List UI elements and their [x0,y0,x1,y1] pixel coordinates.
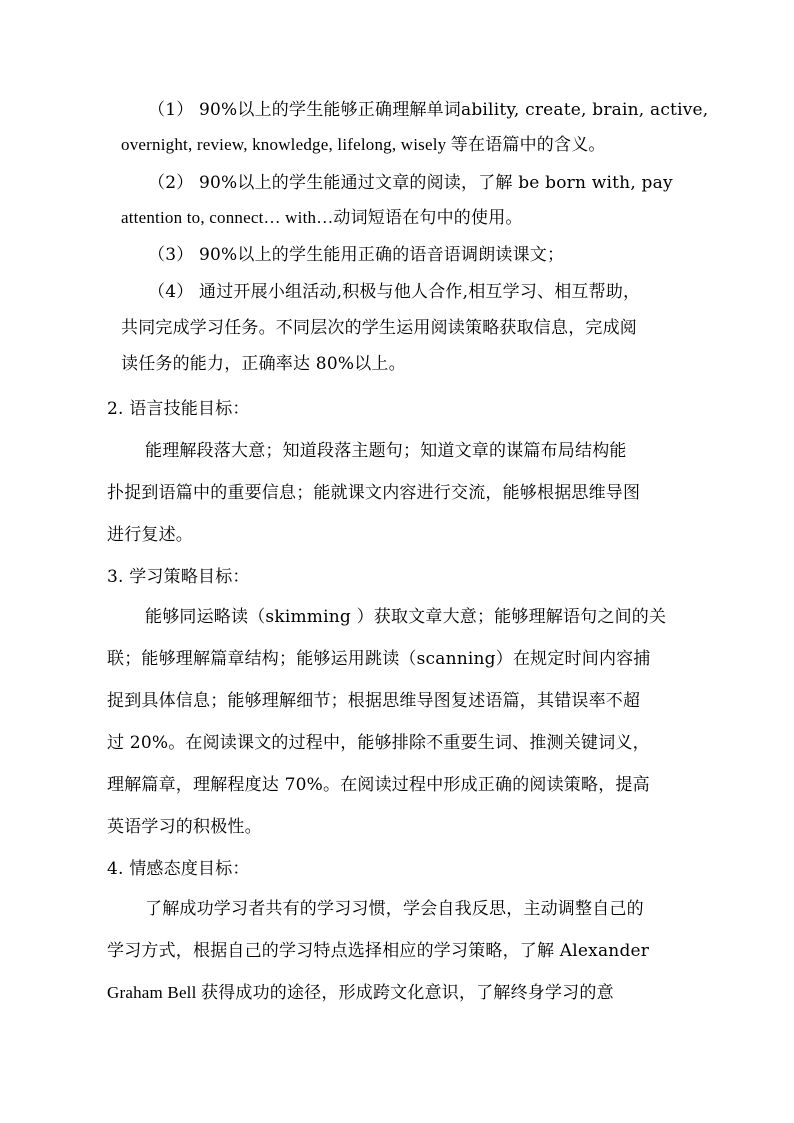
learning-strategies-line-3: 捉到具体信息；能够理解细节；根据思维导图复述语篇，其错误率不超 [107,691,641,711]
objective-3-line-1: （3） 90%以上的学生能用正确的语音语调朗读课文； [148,245,565,265]
language-skills-line-1: 能理解段落大意；知道段落主题句；知道文章的谋篇布局结构能 [145,441,627,461]
language-skills-line-2: 扑捉到语篇中的重要信息；能就课文内容进行交流，能够根据思维导图 [107,483,641,503]
objective-4-line-1: （4） 通过开展小组活动,积极与他人合作,相互学习、相互帮助， [148,282,641,302]
section-heading-learning-strategies: 3. 学习策略目标： [107,567,250,587]
emotional-attitudes-line-2: 学习方式，根据自己的学习特点选择相应的学习策略，了解 Alexander [107,941,650,961]
objective-2-line-1: （2） 90%以上的学生能通过文章的阅读，了解 be born with, pay [148,173,673,193]
language-skills-line-3: 进行复述。 [107,525,193,545]
emotional-attitudes-line-3: Graham Bell 获得成功的途径，形成跨文化意识，了解终身学习的意 [107,983,614,1002]
objective-1-line-2: overnight, review, knowledge, lifelong, wisely 等在语篇中的含义。 [121,135,606,154]
learning-strategies-line-1: 能够同运略读（skimming ）获取文章大意；能够理解语句之间的关 [145,607,667,627]
objective-2-line-2: attention to, connect… with…动词短语在句中的使用。 [121,208,523,227]
section-heading-emotional-attitudes: 4. 情感态度目标： [107,859,250,879]
objective-4-line-2: 共同完成学习任务。不同层次的学生运用阅读策略获取信息，完成阅 [121,318,637,338]
section-heading-language-skills: 2. 语言技能目标： [107,399,250,419]
learning-strategies-line-2: 联；能够理解篇章结构；能够运用跳读（scanning）在规定时间内容捕 [107,649,651,669]
emotional-attitudes-line-1: 了解成功学习者共有的学习习惯，学会自我反思，主动调整自己的 [145,899,644,919]
learning-strategies-line-4: 过 20%。在阅读课文的过程中，能够排除不重要生词、推测关键词义， [107,733,650,753]
learning-strategies-line-6: 英语学习的积极性。 [107,817,262,837]
objective-4-line-3: 读任务的能力，正确率达 80%以上。 [121,354,406,374]
learning-strategies-line-5: 理解篇章，理解程度达 70%。在阅读过程中形成正确的阅读策略，提高 [107,775,650,795]
objective-1-line-1: （1） 90%以上的学生能够正确理解单词ability, create, brain, active, [148,100,709,120]
